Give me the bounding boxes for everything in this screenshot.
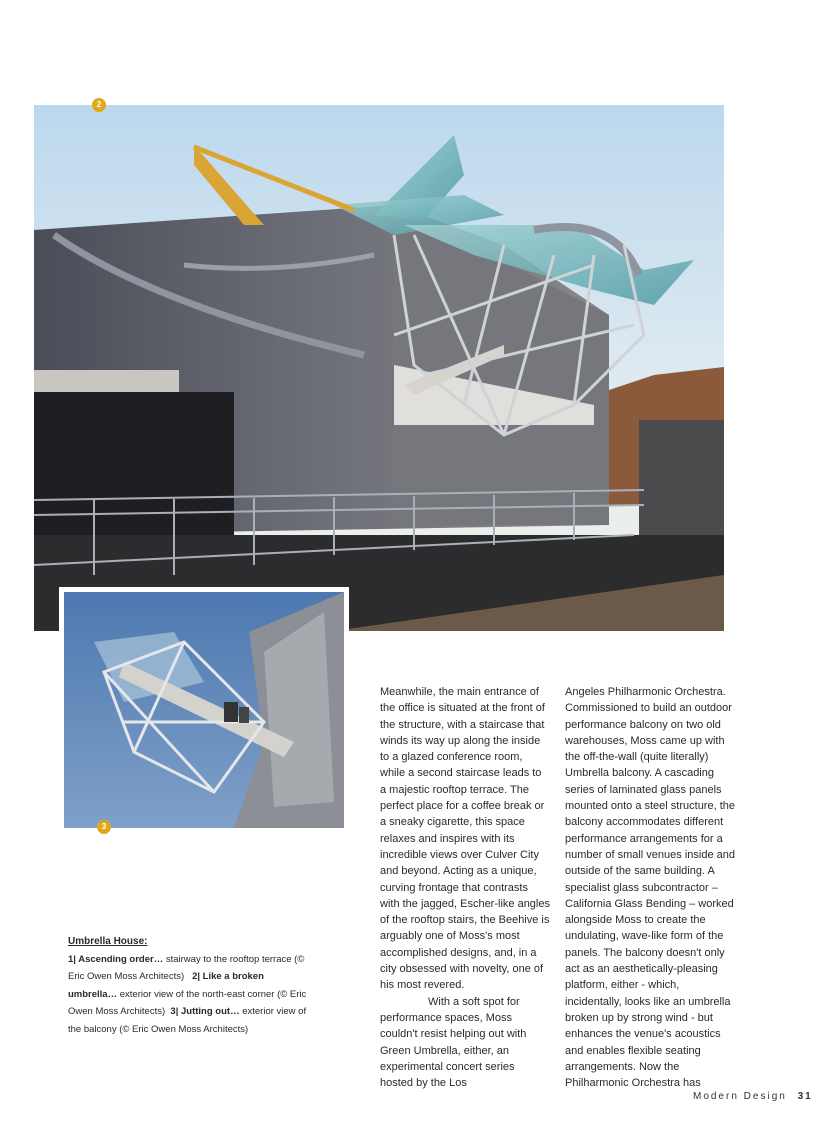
page-number: 31 bbox=[797, 1091, 813, 1102]
caption-item-text: exterior view of the north-east corner (© Eric Owen Moss Architects) bbox=[68, 988, 307, 1018]
caption-item-text: exterior view of the balcony (© Eric Owen Moss Architects) bbox=[68, 1006, 307, 1035]
article-column-2 bbox=[565, 684, 735, 1091]
article-paragraph: With a soft spot for performance spaces, Moss couldn't resist helping out with Green Umbrella, either, an experimental concert series hosted by the Los bbox=[380, 995, 527, 1090]
main-photo bbox=[34, 105, 724, 631]
photo-number-badge: 2 bbox=[92, 98, 106, 112]
caption-title: Umbrella House: bbox=[68, 936, 148, 947]
caption-item-label: 3| Jutting out… bbox=[170, 1006, 240, 1018]
balcony-illustration bbox=[64, 592, 344, 828]
caption-body bbox=[68, 951, 308, 1039]
inset-photo bbox=[64, 592, 344, 828]
article-paragraph: Angeles Philharmonic Orchestra. Commissioned to build an outdoor performance balcony on two old warehouses, Moss came up with the off-the-wall (quite literally) Umbrella balcony. A cascading series of laminated glass panels mounted onto a steel structure, the balcony accommodates different performance arrangements for a number of small venues inside and outside of the same building. A specialist glass subcontractor – California Glass Bending – worked alongside Moss to create the undulating, wave-like form of the panels. The balcony doesn't only act as an aesthetically-pleasing platform, either - which, incidentally, looks like an umbrella broken up by strong wind - but enhances the venue's acoustics and enables flexible seating arrangements. Now the Philharmonic Orchestra has bbox=[565, 686, 735, 1090]
photo-number-badge: 3 bbox=[97, 820, 111, 834]
building-illustration bbox=[34, 105, 724, 631]
caption-item-label: 2| Like a broken umbrella… bbox=[68, 971, 264, 1000]
page-footer bbox=[693, 1091, 813, 1102]
article-column-1 bbox=[380, 684, 550, 1091]
article-paragraph: Meanwhile, the main entrance of the office is situated at the front of the structure, with a staircase that winds its way up along the inside to a glazed conference room, while a second staircase leads to a majestic rooftop terrace. The perfect place for a coffee break or a sneaky cigarette, this space relaxes and inspires with its incredible views over Culver City and beyond. Acting as a unique, curving frontage that contrasts with the jagged, Escher-like angles of the rooftop stairs, the Beehive is arguably one of Moss's most accomplished designs, and, in a city obsessed with novelty, one of his most revered. bbox=[380, 686, 550, 992]
caption-item-label: 1| Ascending order… bbox=[68, 953, 164, 965]
section-name: Modern Design bbox=[693, 1091, 787, 1102]
caption-item-text: stairway to the rooftop terrace (© Eric Owen Moss Architects) bbox=[68, 953, 305, 983]
photo-caption bbox=[68, 933, 308, 1039]
